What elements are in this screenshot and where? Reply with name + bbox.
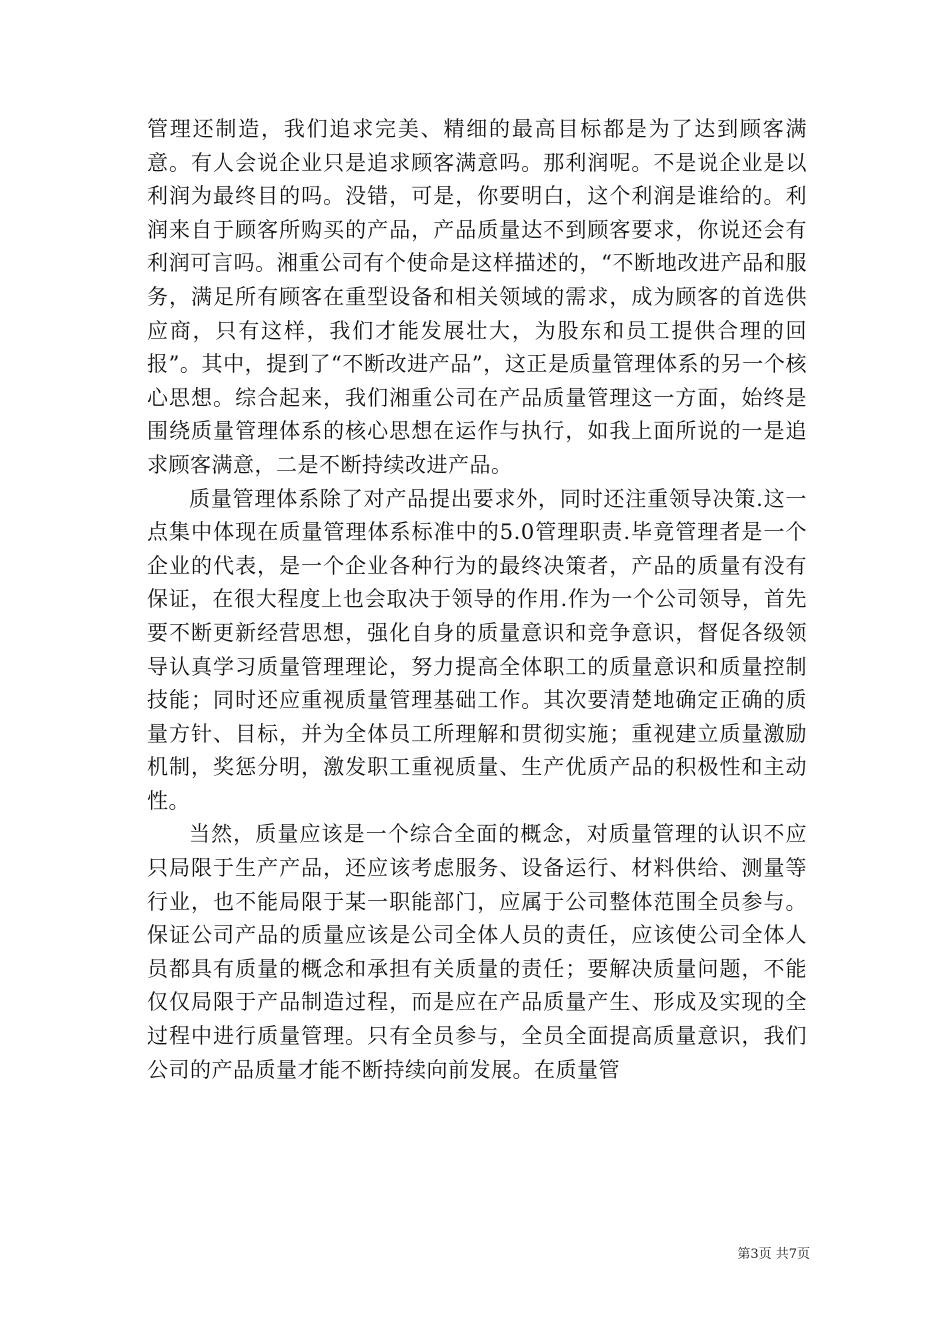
paragraph-3: 当然，质量应该是一个综合全面的概念，对质量管理的认识不应只局限于生产产品，还应该考虑服务、设备运行、材料供给、测量等行业，也不能局限于某一职能部门，应属于公司整体范围全员参与。保证公司产品的质量应该是公司全体人员的责任，应该使公司全体人员都具有质量的概念和承担有关质量的责任；要解决质量问题，不能仅仅局限于产品制造过程，而是应在产品质量产生、形成及实现的全过程中进行质量管理。只有全员参与，全员全面提高质量意识，我们公司的产品质量才能不断持续向前发展。在质量管 xyxy=(147,822,807,1082)
paragraph-1: 管理还制造，我们追求完美、精细的最高目标都是为了达到顾客满意。有人会说企业只是追求顾客满意吗。那利润呢。不是说企业是以利润为最终目的吗。没错，可是，你要明白，这个利润是谁给的。利润来自于顾客所购买的产品，产品质量达不到顾客要求，你说还会有利润可言吗。湘重公司有个使命是这样描述的，“不断地改进产品和服务，满足所有顾客在重型设备和相关领域的需求，成为顾客的首选供应商，只有这样，我们才能发展壮大，为股东和员工提供合理的回报”。其中，提到了“不断改进产品”，这正是质量管理体系的另一个核心思想。综合起来，我们湘重公司在产品质量管理这一方面，始终是围绕质量管理体系的核心思想在运作与执行，如我上面所说的一是追求顾客满意，二是不断持续改进产品。 xyxy=(147,117,807,477)
document-body xyxy=(147,113,807,1087)
page-number: 第3页 共7页 xyxy=(737,1247,810,1262)
paragraph-2: 质量管理体系除了对产品提出要求外，同时还注重领导决策.这一点集中体现在质量管理体系标准中的5.0管理职责.毕竟管理者是一个企业的代表，是一个企业各种行为的最终决策者，产品的质量有没有保证，在很大程度上也会取决于领导的作用.作为一个公司领导，首先要不断更新经营思想，强化自身的质量意识和竞争意识，督促各级领导认真学习质量管理理论，努力提高全体职工的质量意识和质量控制技能；同时还应重视质量管理基础工作。其次要清楚地确定正确的质量方针、目标，并为全体员工所理解和贯彻实施；重视建立质量激励机制，奖惩分明，激发职工重视质量、生产优质产品的积极性和主动性。 xyxy=(147,486,807,813)
